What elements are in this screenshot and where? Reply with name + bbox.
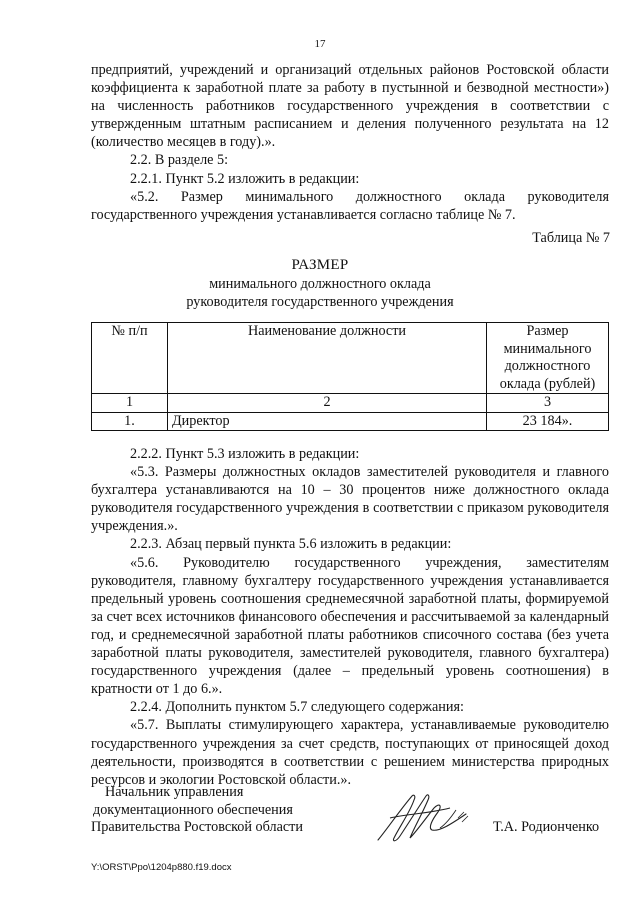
table-cell: 1 bbox=[92, 394, 168, 413]
header-cell-position: Наименование должности bbox=[168, 323, 487, 394]
signatory-title bbox=[91, 784, 303, 837]
table-cell-salary: 23 184». bbox=[487, 412, 609, 431]
document-body-upper bbox=[91, 61, 609, 224]
table-header-row bbox=[92, 323, 609, 394]
header-cell-salary bbox=[487, 323, 609, 394]
paragraph: 2.2.4. Дополнить пунктом 5.7 следующего содержания: bbox=[130, 699, 464, 716]
signatory-title-line: Правительства Ростовской области bbox=[91, 819, 303, 836]
table-heading-title: РАЗМЕР bbox=[291, 257, 349, 273]
header-cell-number bbox=[92, 323, 168, 394]
table-cell: 3 bbox=[487, 394, 609, 413]
page-number: 17 bbox=[314, 38, 326, 50]
table-heading-subtitle: руководителя государственного учреждения bbox=[186, 294, 454, 310]
paragraph: «5.3. Размеры должностных окладов заместителей руководителя и главного бухгалтера устанавливаются на 10 – 30 процентов ниже должностного оклада руководителя государственного учреждения в соответствии с приказом руководителя учреждения.». bbox=[91, 464, 609, 535]
signatory-title-line: документационного обеспечения bbox=[93, 801, 293, 818]
salary-table bbox=[91, 322, 609, 431]
paragraph: 2.2.1. Пункт 5.2 изложить в редакции: bbox=[130, 170, 360, 187]
file-path-footer: Y:\ORST\Ppo\1204p880.f19.docx bbox=[91, 862, 232, 873]
signatory-title-line: Начальник управления bbox=[105, 784, 244, 800]
signatory-name: Т.А. Родионченко bbox=[493, 819, 600, 835]
header-label: № п/п bbox=[111, 323, 148, 339]
paragraph: «5.2. Размер минимального должностного оклада руководителя государственного учреждения устанавливается согласно таблице № 7. bbox=[91, 188, 609, 223]
table-row bbox=[92, 412, 609, 431]
handwritten-signature bbox=[370, 788, 480, 848]
paragraph: 2.2.2. Пункт 5.3 изложить в редакции: bbox=[130, 446, 360, 462]
document-body-lower bbox=[91, 445, 609, 789]
paragraph: 2.2.3. Абзац первый пункта 5.6 изложить в редакции: bbox=[130, 536, 452, 553]
table-cell: 2 bbox=[168, 394, 487, 413]
table-cell-position: Директор bbox=[168, 412, 487, 431]
paragraph: предприятий, учреждений и организаций отдельных районов Ростовской области коэффициента к заработной плате за работу в пустынной и безводной местности») на численность работников государственного учреждения в соответствии с утвержденным штатным расписанием и деления полученного результата на 12 (количество месяцев в году).». bbox=[91, 62, 609, 151]
paragraph: 2.2. В разделе 5: bbox=[130, 152, 229, 169]
header-label: Размер минимального должностного оклада (рублей) bbox=[499, 323, 596, 392]
table-heading-subtitle: минимального должностного оклада bbox=[209, 276, 431, 292]
paragraph: «5.7. Выплаты стимулирующего характера, устанавливаемые руководителю государственного учреждения за счет средств, поступающих от приносящей доход деятельности, производятся в соответствии с решением министерства природных ресурсов и экологии Ростовской области.». bbox=[91, 717, 609, 788]
table-caption: Таблица № 7 bbox=[532, 230, 610, 246]
table-numbering-row bbox=[92, 394, 609, 413]
table-cell-number: 1. bbox=[92, 412, 168, 431]
paragraph: «5.6. Руководителю государственного учреждения, заместителям руководителя, главному бухгалтеру государственного учреждения устанавливается предельный уровень соотношения среднемесячной заработной платы, формируемой за счет всех источников финансового обеспечения и рассчитываемой за календарный год, и среднемесячной заработной платы работников списочного состава (без учета заработной платы руководителя, заместителей руководителя, главного бухгалтера) государственного учреждения (далее – предельный уровень соотношения) в кратности от 1 до 6.». bbox=[91, 554, 609, 698]
